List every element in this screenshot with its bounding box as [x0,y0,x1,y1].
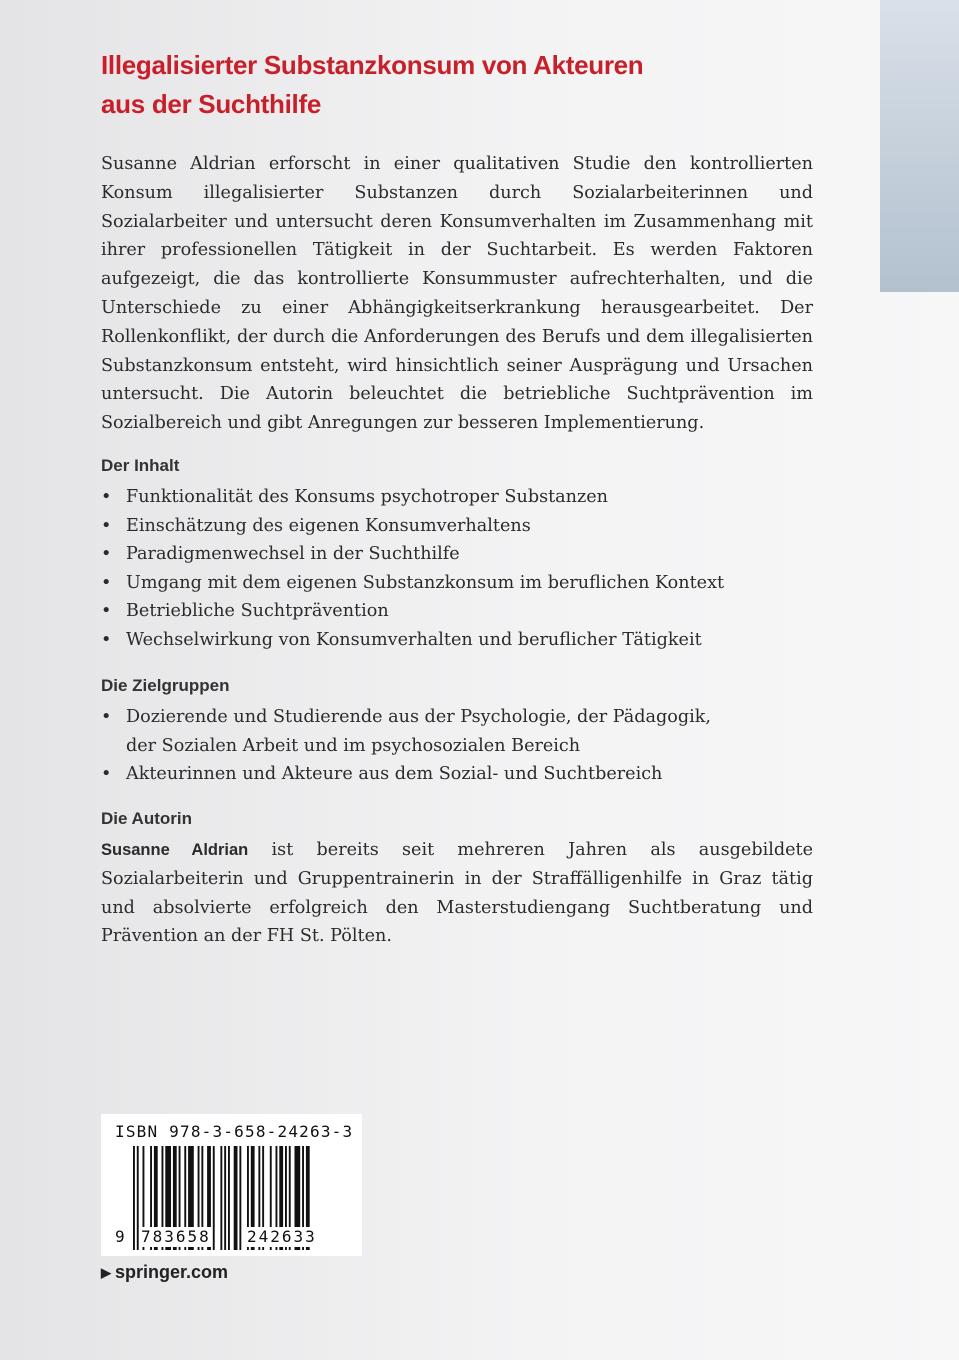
side-color-tab [880,0,959,292]
barcode-left-digits: 783658 [141,1227,211,1246]
bullet-icon: • [101,515,112,536]
isbn-label: ISBN 978-3-658-24263-3 [115,1122,354,1141]
title-line-2: aus der Suchthilfe [101,89,321,119]
barcode-right-digits: 242633 [247,1227,317,1246]
list-item: • Paradigmenwechsel in der Suchthilfe [101,540,821,569]
list-item: • Betriebliche Suchtprävention [101,597,821,626]
author-name: Susanne Aldrian [101,841,249,859]
bullet-icon: • [101,487,112,507]
barcode-bar [213,1146,215,1250]
barcode-bar [239,1146,241,1250]
blurb-paragraph: Susanne Aldrian erforscht in einer qualitativen Studie den kontrollierten Konsum illegalisierter Substanzen durch Sozialarbeiterinnen und Sozialarbeiter und untersucht deren Konsumverhalten im Zusammenhang mit ihrer professionellen Tätigkeit in der Suchtarbeit. Es werden Faktoren aufgezeigt, die das kontrollierte Konsummuster aufrechterhalten, und die Unterschiede zu einer Abhängigkeitserkrankung herausgearbeitet. Der Rollenkonflikt, der durch die Anforderungen des Berufs und dem illegalisierten Substanzkonsum entsteht, wird hinsichtlich seiner Ausprägung und Ursachen untersucht. Die Autorin beleuchtet die betriebliche Suchtprävention im Sozialbereich und gibt Anregungen zur besseren Implementierung. [101,154,813,434]
barcode-bar [234,1146,238,1250]
bullet-icon: • [101,764,112,785]
barcode-bar [220,1146,222,1250]
bullet-icon: • [101,544,112,565]
autorin-paragraph [101,836,813,951]
bullet-icon: • [101,707,112,727]
play-arrow-icon: ▶ [101,1265,111,1280]
inhalt-list [101,483,821,655]
inhalt-heading: Der Inhalt [101,456,180,475]
list-item: • Umgang mit dem eigenen Substanzkonsum im beruflichen Kontext [101,569,821,598]
list-item: • Akteurinnen und Akteure aus dem Sozial- und Suchtbereich [101,760,741,789]
barcode-bar [224,1146,226,1250]
zielgruppen-heading: Die Zielgruppen [101,676,230,695]
list-item: • Einschätzung des eigenen Konsumverhaltens [101,512,821,541]
barcode-bar [228,1146,230,1250]
list-item: • Funktionalität des Konsums psychotroper Substanzen [101,483,821,512]
author-bio: ist bereits seit mehreren Jahren als ausgebildete Sozialarbeiterin und Gruppentrainerin in der Straffälligenhilfe in Graz tätig und absolvierte erfolgreich den Masterstudiengang Suchtberatung und Prävention an der FH St. Pölten. [101,840,813,947]
title-line-1: Illegalisierter Substanzkonsum von Akteuren [101,50,644,80]
bullet-icon: • [101,572,112,593]
list-item: • Dozierende und Studierende aus der Psychologie, der Pädagogik, der Sozialen Arbeit und im psychosozialen Bereich [101,703,741,760]
barcode-bar [137,1146,139,1250]
publisher-link[interactable] [101,1262,228,1283]
autorin-heading: Die Autorin [101,809,192,828]
isbn-barcode [101,1114,362,1256]
barcode-bar [133,1146,135,1250]
barcode-first-digit: 9 [115,1227,125,1246]
publisher-url: springer.com [115,1262,229,1282]
zielgruppen-list [101,703,741,789]
list-item: • Wechselwirkung von Konsumverhalten und beruflicher Tätigkeit [101,626,821,655]
bullet-icon: • [101,601,112,622]
bullet-icon: • [101,629,112,650]
book-title [101,46,821,124]
